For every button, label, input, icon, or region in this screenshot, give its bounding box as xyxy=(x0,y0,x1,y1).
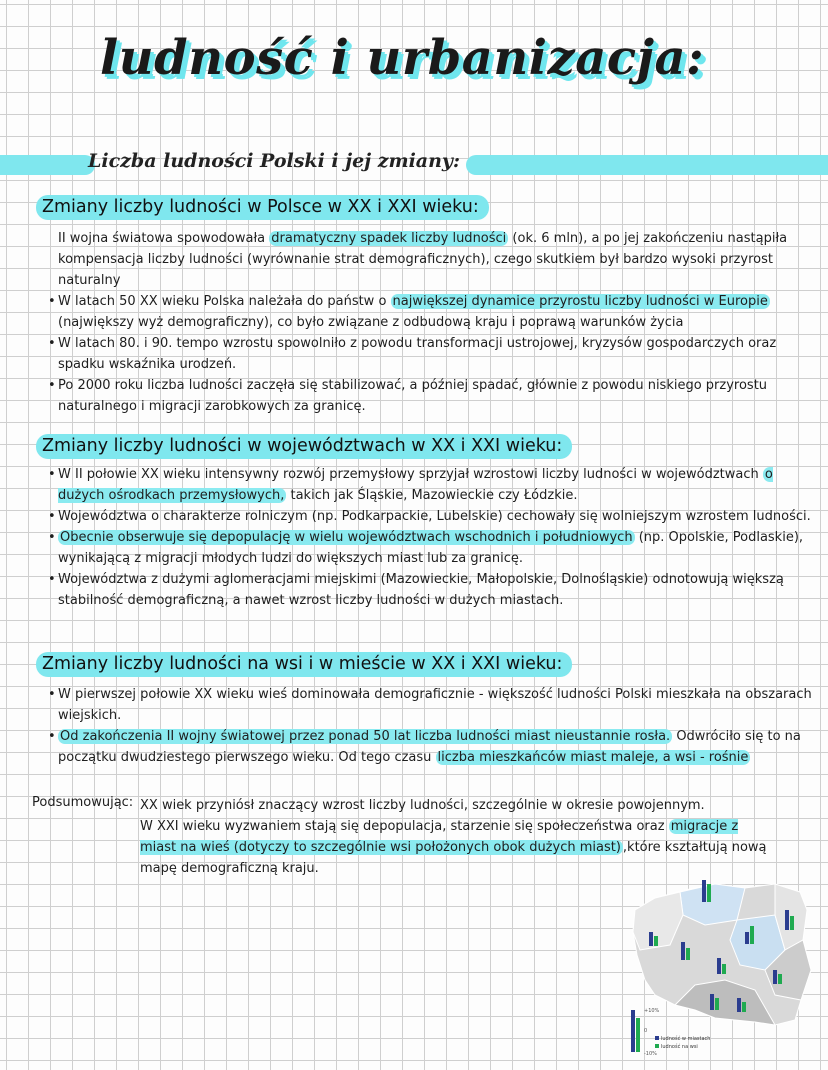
text: (największy wyż demograficzny), co było związane z odbudową kraju i poprawą warunków życia xyxy=(58,315,684,330)
section3-heading: Zmiany liczby ludności na wsi i w mieście w XX i XXI wieku: xyxy=(36,652,572,677)
text: (np. Opolskie, Podlaskie), wynikającą z migracji młodych ludzi do większych miast lub za granicę. xyxy=(58,530,804,566)
text: W latach 50 XX wieku Polska należała do państw o xyxy=(58,294,391,309)
legend-scale-bottom: -10% xyxy=(644,1051,657,1057)
section3-body xyxy=(58,684,818,768)
text: ,które kształtują nową mapę demograficzną kraju. xyxy=(140,840,767,876)
legend-urban-swatch xyxy=(655,1036,659,1040)
section2-heading: Zmiany liczby ludności w województwach w XX i XXI wieku: xyxy=(36,434,572,459)
highlight: największej dynamice przyrostu liczby ludności w Europie xyxy=(392,294,768,309)
bar-rural xyxy=(707,884,711,902)
highlight: Od zakończenia II wojny światowej przez ponad 50 lat liczba ludności miast nieustannie rosła. xyxy=(60,729,671,744)
text: II wojna światowa spowodowała xyxy=(58,231,270,246)
legend-urban-label: ludność w miastach xyxy=(661,1036,711,1042)
subtitle-highlight-left xyxy=(0,155,95,175)
summary-body xyxy=(140,795,800,879)
bar-urban xyxy=(717,958,721,974)
highlight: o dużych ośrodkach przemysłowych, xyxy=(58,467,773,503)
legend-scale-mid: 0 xyxy=(644,1028,648,1034)
bar-urban xyxy=(710,994,714,1010)
bar-urban xyxy=(785,910,789,930)
bar-rural xyxy=(750,926,754,944)
bar-urban xyxy=(773,970,777,984)
bar-urban xyxy=(681,942,685,960)
bar-urban xyxy=(737,998,741,1012)
legend-rural-swatch xyxy=(655,1044,659,1048)
bar-urban xyxy=(702,880,706,902)
page-title: ludność i urbanizacja: xyxy=(100,30,705,86)
summary-label: Podsumowując: xyxy=(32,795,134,810)
legend-scale-urban xyxy=(631,1010,635,1052)
section1-bullet-4: • Po 2000 roku liczba ludności zaczęła się stabilizować, a później spadać, głównie z powodu niskiego przyrostu naturalnego i migracji zarobkowych za granicę. xyxy=(58,375,810,417)
section2-bullet-1 xyxy=(58,464,823,506)
text: (ok. 6 mln), a po jej zakończeniu nastąpiła kompensacja liczby ludności (wyrównanie strat demograficznych), czego skutkiem był bardzo wysoki przyrost naturalny xyxy=(58,231,788,288)
text: takich jak Śląskie, Mazowieckie czy Łódzkie. xyxy=(286,488,578,503)
bar-rural xyxy=(654,936,658,946)
legend-scale-rural xyxy=(636,1018,640,1052)
bar-rural xyxy=(742,1002,746,1012)
summary-line-1: XX wiek przyniósł znaczący wzrost liczby ludności, szczególnie w okresie powojennym. xyxy=(140,798,705,813)
text: W II połowie XX wieku intensywny rozwój przemysłowy sprzyjał wzrostowi liczby ludności w województwach xyxy=(58,467,763,482)
section3-bullet-2 xyxy=(58,726,818,768)
highlight: Obecnie obserwuje się depopulację w wielu województwach wschodnich i południowych xyxy=(60,530,633,545)
poland-population-map xyxy=(625,870,815,1060)
highlight: liczba mieszkańców miast maleje, a wsi - rośnie xyxy=(437,750,749,765)
bar-rural xyxy=(715,998,719,1010)
section2-bullet-4: • Województwa z dużymi aglomeracjami miejskimi (Mazowieckie, Małopolskie, Dolnośląskie) odnotowują większą stabilność demograficzną, a nawet wzrost liczby ludności w dużych miastach. xyxy=(58,569,823,611)
section1-heading: Zmiany liczby ludności w Polsce w XX i XXI wieku: xyxy=(36,195,489,220)
highlight: dramatyczny spadek liczby ludności xyxy=(271,231,507,246)
bar-rural xyxy=(722,964,726,974)
bar-rural xyxy=(778,974,782,984)
section2-body xyxy=(58,464,823,611)
section1-bullet-2 xyxy=(58,291,810,333)
legend-scale-top: +10% xyxy=(644,1008,660,1014)
text: W XXI wieku wyzwaniem stają się depopulacja, starzenie się społeczeństwa oraz xyxy=(140,819,669,834)
subtitle: Liczba ludności Polski i jej zmiany: xyxy=(88,150,460,172)
section1-para-1 xyxy=(58,228,810,291)
highlight: migracje z miast na wieś (dotyczy to szczególnie wsi położonych obok dużych miast) xyxy=(140,819,739,855)
section1-body xyxy=(58,228,810,417)
bar-rural xyxy=(790,916,794,930)
section2-bullet-3 xyxy=(58,527,823,569)
legend-rural-label: ludność na wsi xyxy=(661,1044,698,1050)
bar-rural xyxy=(686,948,690,960)
section1-bullet-3: • W latach 80. i 90. tempo wzrostu spowolniło z powodu transformacji ustrojowej, kryzysów gospodarczych oraz spadku wskaźnika urodzeń. xyxy=(58,333,810,375)
section3-bullet-1: • W pierwszej połowie XX wieku wieś dominowała demograficznie - większość ludności Polski mieszkała na obszarach wiejskich. xyxy=(58,684,818,726)
section2-bullet-2: • Województwa o charakterze rolniczym (np. Podkarpackie, Lubelskie) cechowały się wolniejszym wzrostem ludności. xyxy=(58,506,823,527)
text: Odwróciło się to na początku dwudziestego pierwszego wieku. Od tego czasu xyxy=(58,729,801,765)
bar-urban xyxy=(649,932,653,946)
bar-urban xyxy=(745,932,749,944)
subtitle-highlight-right xyxy=(466,155,828,175)
